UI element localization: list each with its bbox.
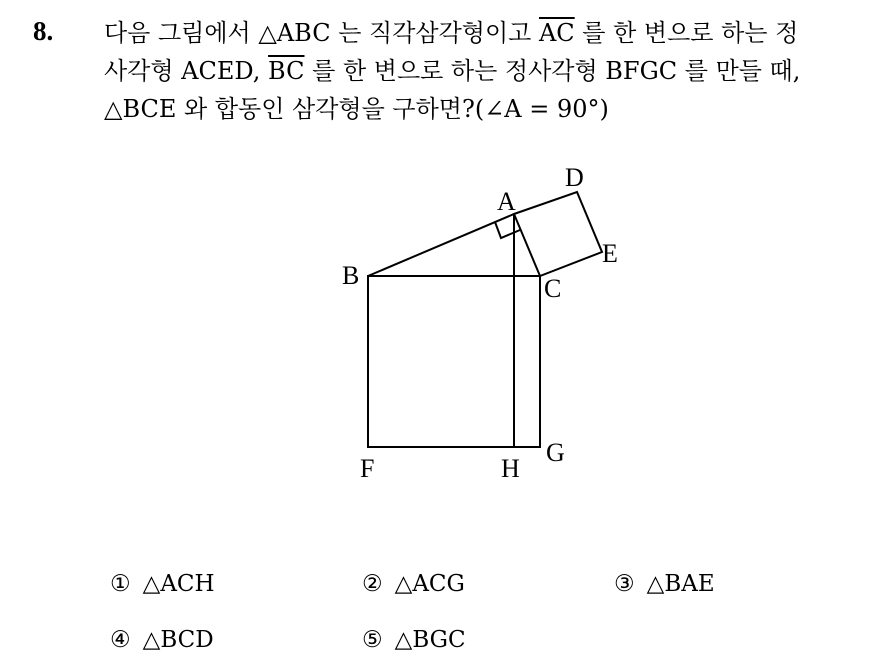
stem-line-1-text-b: 를 한 변으로 하는 정	[574, 19, 799, 47]
choice-5-mark: ⑤	[362, 627, 383, 653]
stem-line-3: △BCE 와 합동인 삼각형을 구하면?(∠A = 90°)	[104, 95, 609, 123]
choice-4-mark: ④	[110, 627, 131, 653]
choice-2-mark: ②	[362, 571, 383, 597]
stem-line-1-text-a: 다음 그림에서 △ABC 는 직각삼각형이고	[104, 19, 539, 47]
choice-3[interactable]	[614, 571, 715, 597]
segment-ac: $\overline{AC}$	[538, 19, 575, 47]
choice-2-text: △ACG	[394, 571, 465, 597]
choice-1[interactable]	[110, 571, 215, 597]
label-f: F	[360, 454, 375, 483]
choice-4-text: △BCD	[142, 627, 214, 653]
choice-1-mark: ①	[110, 571, 131, 597]
label-c: C	[544, 274, 562, 303]
square-aced	[514, 192, 602, 276]
stem-line-2-text-b: 를 한 변으로 하는 정사각형 BFGC 를 만들 때,	[304, 57, 801, 85]
choice-3-mark: ③	[614, 571, 635, 597]
stem-line-2-text-a: 사각형 ACED,	[104, 57, 269, 85]
choice-3-text: △BAE	[646, 571, 715, 597]
choice-2[interactable]	[362, 571, 465, 597]
stem-line-2	[104, 52, 874, 90]
label-e: E	[602, 239, 618, 268]
label-h: H	[501, 454, 520, 483]
square-bfgc	[368, 276, 540, 447]
segment-bc: $\overline{BC}$	[268, 57, 305, 85]
right-angle-mark	[495, 222, 520, 238]
label-g: G	[546, 438, 565, 467]
stem-line-1	[104, 14, 874, 52]
label-a: A	[497, 187, 516, 216]
choice-5[interactable]	[362, 627, 466, 653]
choice-1-text: △ACH	[142, 571, 215, 597]
question-number: 8.	[33, 16, 54, 46]
label-b: B	[342, 261, 360, 290]
choice-4[interactable]	[110, 627, 214, 653]
choice-5-text: △BGC	[394, 627, 466, 653]
question-stem	[104, 14, 874, 128]
label-d: D	[565, 163, 584, 192]
side-ab	[368, 214, 514, 276]
